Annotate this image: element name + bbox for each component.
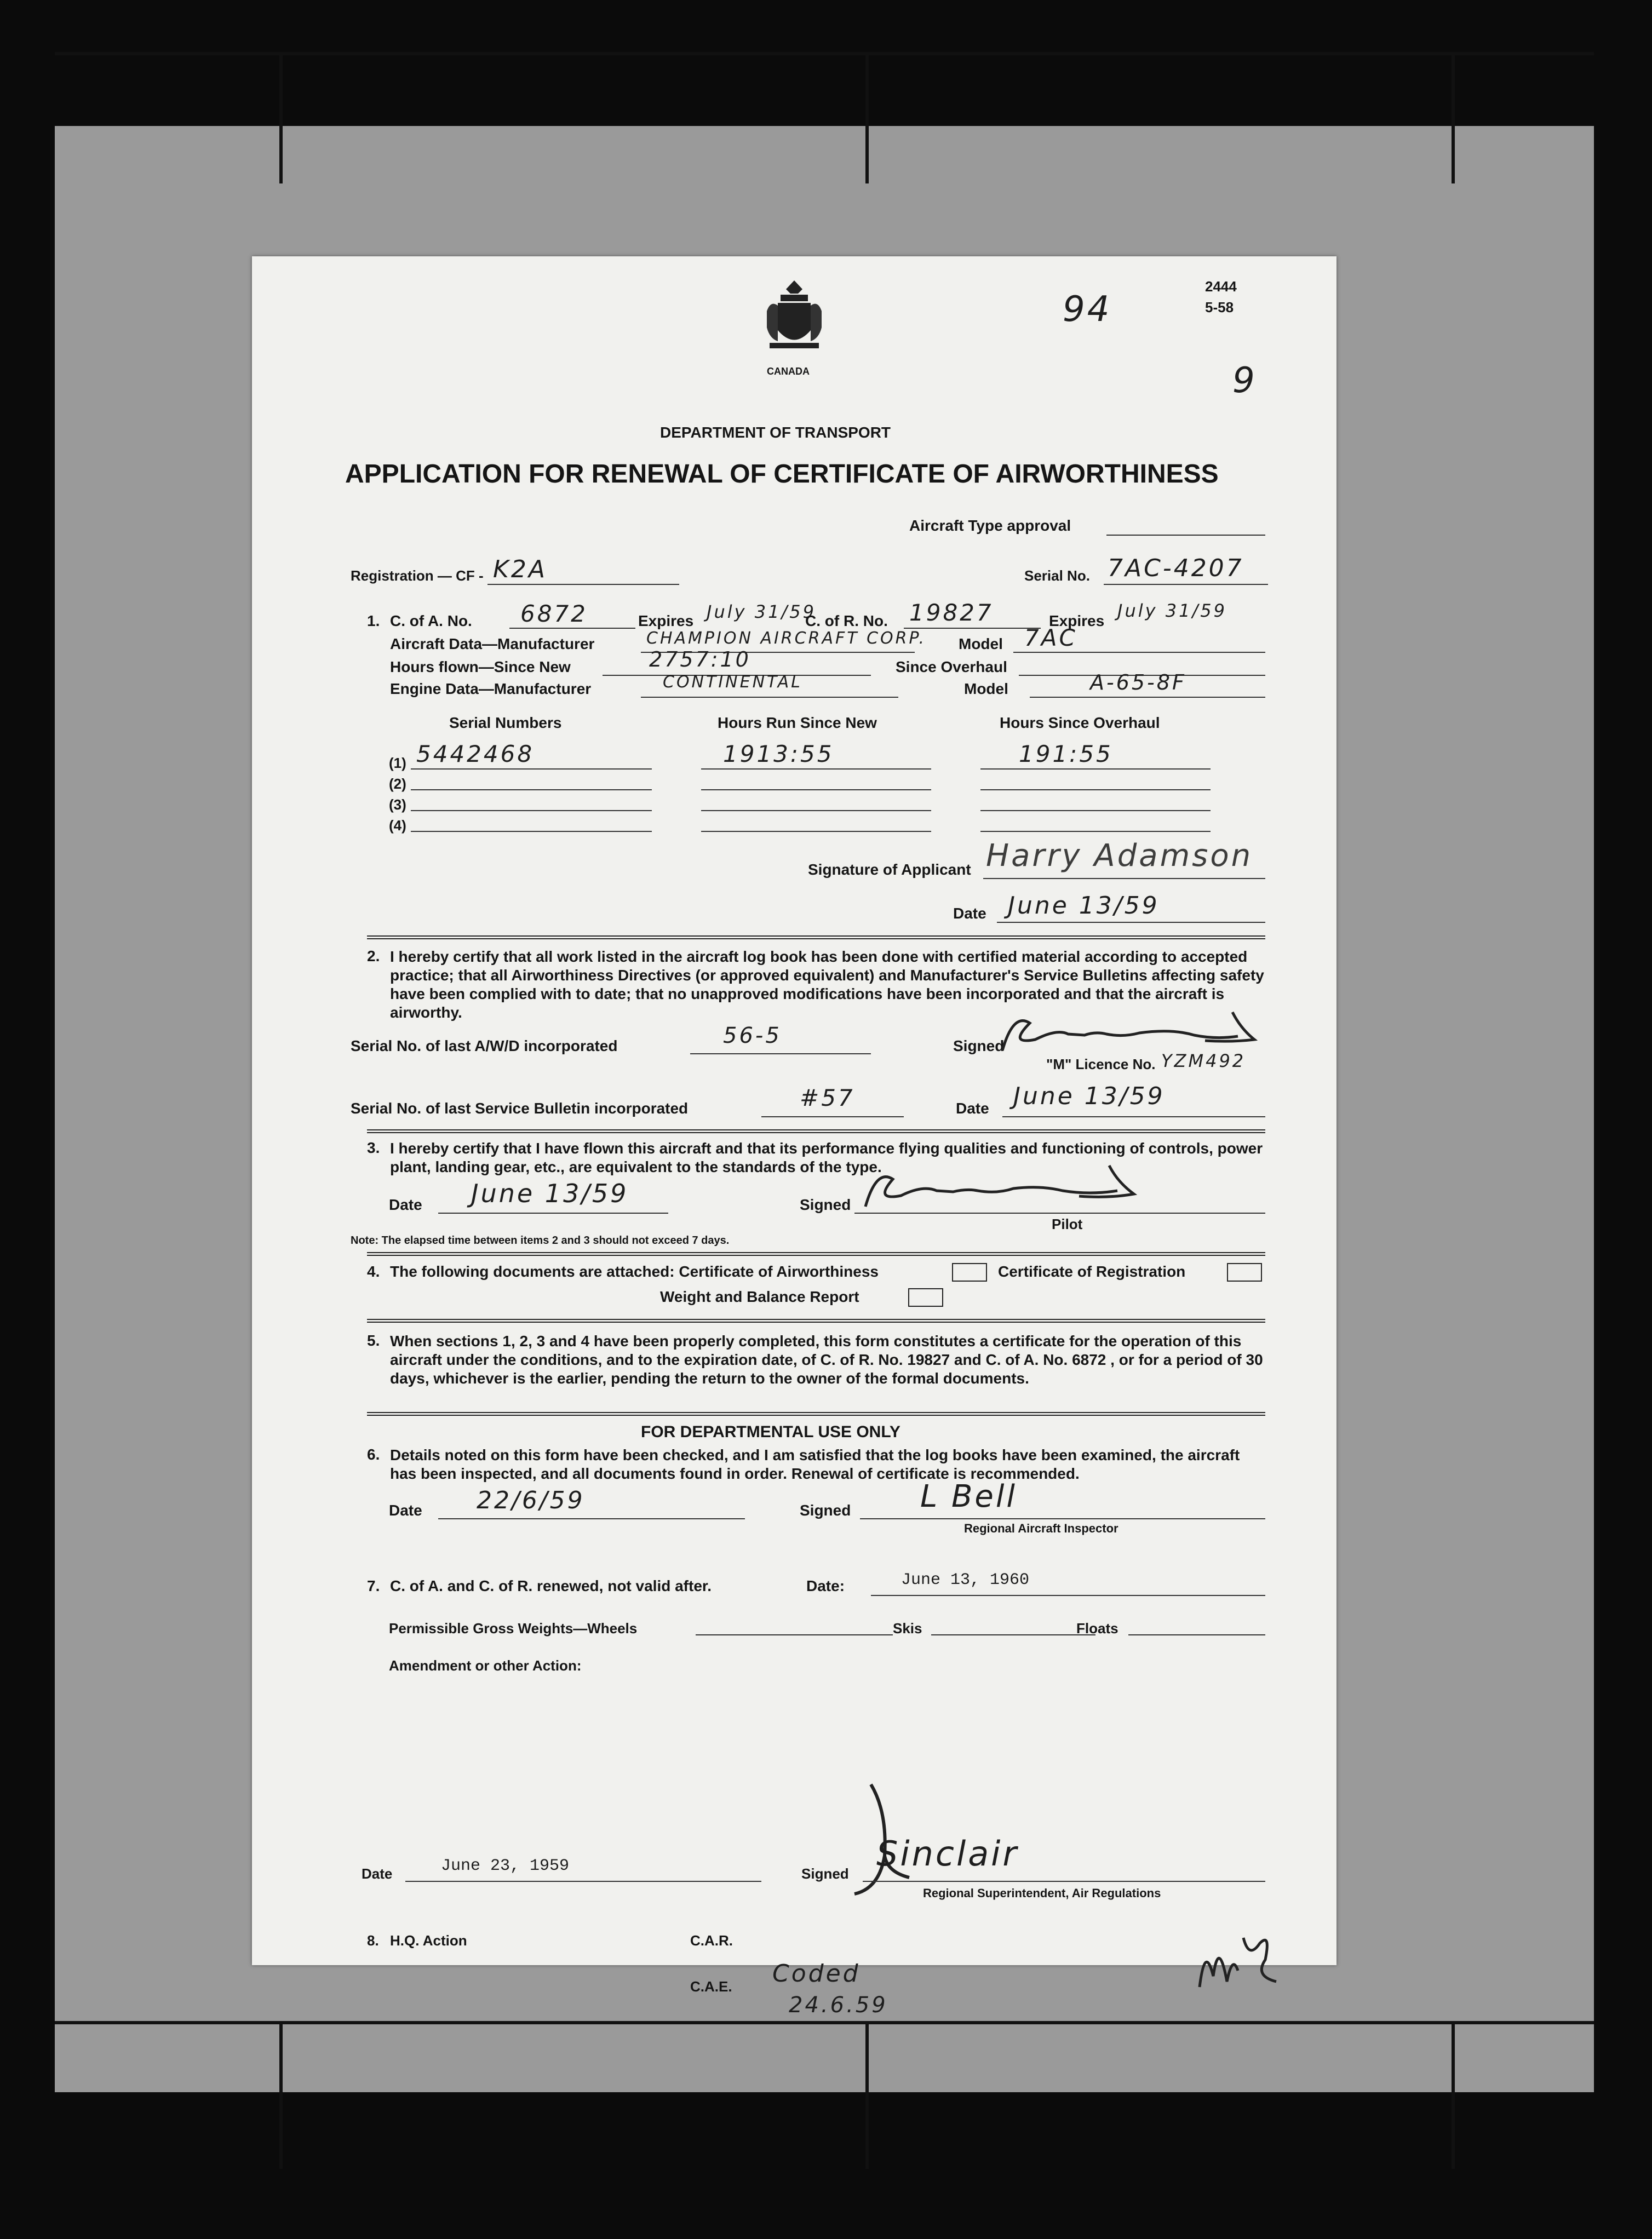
applicant-signature-label: Signature of Applicant	[808, 861, 971, 878]
cae-date: 24.6.59	[789, 1993, 888, 2018]
section7-signed-label: Signed	[801, 1865, 849, 1882]
ca-expires-label: Expires	[638, 612, 694, 629]
section2-signed-label: Signed	[953, 1037, 1005, 1054]
table-line	[701, 768, 931, 770]
form-title: APPLICATION FOR RENEWAL OF CERTIFICATE OF AIRWORTHINESS	[345, 460, 1219, 489]
department-name: DEPARTMENT OF TRANSPORT	[660, 424, 891, 441]
wheels-line	[696, 1634, 893, 1635]
gross-weights-label: Permissible Gross Weights—Wheels	[389, 1620, 638, 1637]
registration-label: Registration — CF -	[351, 567, 484, 584]
cr-expires-label: Expires	[1049, 612, 1105, 629]
row-index: (1)	[389, 755, 406, 771]
section6-date-label: Date	[389, 1502, 422, 1519]
hours-label: Hours flown—Since New	[390, 658, 571, 675]
crest-label: CANADA	[767, 366, 810, 377]
awd-line	[690, 1053, 871, 1054]
grid-line	[279, 52, 283, 183]
model-label: Model	[959, 635, 1003, 652]
col-serial-numbers: Serial Numbers	[449, 714, 562, 731]
canada-crest-icon	[764, 278, 824, 360]
section3-signed-line	[854, 1213, 1265, 1214]
table-line	[411, 789, 652, 790]
row-index: (2)	[389, 776, 406, 792]
superintendent-label: Regional Superintendent, Air Regulations	[923, 1886, 1161, 1900]
section3-date: June 13/59	[471, 1179, 629, 1208]
section5-text: When sections 1, 2, 3 and 4 have been properly completed, this form constitutes a certificate for the operation of this aircraft under the conditions, and to the expiration date, of C. of R. No. 19827 and C. of A. No. 6872 , or for a period of 30 days, whichever is the earlier, pending the return to the owner of the formal documents.	[390, 1333, 1263, 1387]
form-number: 2444	[1205, 278, 1237, 295]
section7-signed-line	[863, 1881, 1265, 1882]
inspector-label: Regional Aircraft Inspector	[964, 1522, 1118, 1535]
section6-date: 22/6/59	[477, 1486, 585, 1514]
table-line	[980, 810, 1211, 811]
ca-value: 6872	[520, 600, 588, 627]
table-line	[411, 810, 652, 811]
cae-coded: Coded	[772, 1960, 861, 1988]
section3-signed-label: Signed	[800, 1196, 851, 1213]
engine-model-value: A-65-8F	[1090, 670, 1186, 694]
stamp-number: 94	[1063, 289, 1112, 330]
manufacturer-label: Aircraft Data—Manufacturer	[390, 635, 595, 652]
section2-date-label: Date	[956, 1100, 989, 1117]
superintendent-signature: Sinclair	[876, 1834, 1019, 1874]
ca-line	[509, 628, 635, 629]
table-line	[411, 831, 652, 832]
cr-value: 19827	[909, 599, 994, 626]
section8-number: 8.	[367, 1932, 379, 1949]
form-revision: 5-58	[1205, 299, 1234, 315]
serial-label: Serial No.	[1024, 567, 1090, 584]
section7-date2-line	[405, 1881, 761, 1882]
section4-text: The following documents are attached: Certificate of Airworthiness	[390, 1263, 879, 1280]
registration-line	[487, 584, 679, 585]
col-hours-since-new: Hours Run Since New	[718, 714, 877, 731]
section6-date-line	[438, 1518, 745, 1519]
section3-note: Note: The elapsed time between items 2 and 3 should not exceed 7 days.	[351, 1235, 730, 1247]
section7-number: 7.	[367, 1577, 380, 1594]
table-line	[980, 789, 1211, 790]
weight-balance-checkbox[interactable]	[908, 1288, 943, 1307]
grid-line	[279, 2021, 283, 2169]
section7-date-line	[871, 1595, 1265, 1596]
col-hours-since-overhaul: Hours Since Overhaul	[1000, 714, 1160, 731]
section1-number: 1.	[367, 612, 380, 629]
pilot-label: Pilot	[1052, 1216, 1083, 1232]
grid-line	[865, 2021, 869, 2169]
awd-value: 56-5	[723, 1023, 782, 1048]
registration-value: K2A	[493, 555, 547, 583]
table-line	[411, 768, 652, 770]
section7-text: C. of A. and C. of R. renewed, not valid after.	[390, 1577, 712, 1594]
pilot-signature-icon	[860, 1155, 1145, 1215]
cr-label: C. of R. No.	[805, 612, 888, 629]
model-value: 7AC	[1024, 624, 1077, 651]
section7-date: June 13, 1960	[901, 1571, 1030, 1589]
row-index: (3)	[389, 796, 406, 813]
grid-line	[55, 52, 1594, 55]
section3-text: I hereby certify that I have flown this aircraft and that its performance flying qualities and functioning of controls, power plant, landing gear, etc., are equivalent to the standards of the type.	[390, 1140, 1263, 1175]
cr-expires-value: July 31/59	[1117, 600, 1227, 621]
engine-hours-new: 1913:55	[723, 740, 834, 767]
section2-number: 2.	[367, 948, 380, 965]
amendment-label: Amendment or other Action:	[389, 1657, 582, 1674]
ca-expires-value: July 31/59	[707, 601, 816, 622]
car-label: C.A.R.	[690, 1932, 733, 1949]
grid-line	[1452, 52, 1455, 183]
section6-text: Details noted on this form have been checked, and I am satisfied that the log books have been examined, the aircraft has been inspected, and all documents found in order. Renewal of certificate is recommended.	[390, 1446, 1240, 1482]
table-line	[980, 831, 1211, 832]
type-approval-label: Aircraft Type approval	[909, 517, 1071, 534]
page-mark: 9	[1232, 360, 1257, 401]
engine-model-label: Model	[964, 680, 1008, 697]
skis-line	[931, 1634, 1095, 1635]
serial-line	[1104, 584, 1268, 585]
initials-mark-icon	[1194, 1921, 1282, 2003]
section3-number: 3.	[367, 1139, 380, 1156]
applicant-signature: Harry Adamson	[986, 838, 1253, 874]
grid-line	[865, 52, 869, 183]
type-approval-line	[1106, 535, 1265, 536]
film-top-band	[0, 0, 1652, 52]
table-line	[701, 789, 931, 790]
engine-value: CONTINENTAL	[663, 673, 802, 692]
serial-value: 7AC-4207	[1108, 554, 1244, 582]
section-divider	[367, 1412, 1265, 1416]
awd-label: Serial No. of last A/W/D incorporated	[351, 1037, 618, 1054]
service-bulletin-label: Serial No. of last Service Bulletin incorporated	[351, 1100, 689, 1117]
hours-value: 2757:10	[649, 647, 751, 671]
inspector-signature: L Bell	[920, 1479, 1017, 1514]
section2-date-line	[1002, 1116, 1265, 1117]
section-divider	[367, 935, 1265, 939]
engine-line	[641, 697, 898, 698]
service-bulletin-value: #57	[800, 1084, 855, 1111]
row-index: (4)	[389, 817, 406, 834]
section3-date-line	[438, 1213, 668, 1214]
grid-line	[1452, 2021, 1455, 2169]
applicant-signature-line	[983, 878, 1265, 879]
skis-label: Skis	[893, 1620, 922, 1637]
floats-line	[1128, 1634, 1265, 1635]
section6-signed-line	[860, 1518, 1265, 1519]
grid-line	[55, 2021, 1594, 2024]
section4-number: 4.	[367, 1263, 380, 1280]
section7-date-label: Date:	[806, 1577, 845, 1594]
licence-value: YZM492	[1161, 1050, 1246, 1071]
section7-date2-label: Date	[362, 1865, 393, 1882]
registration-attached-checkbox[interactable]	[1227, 1263, 1262, 1282]
table-line	[701, 810, 931, 811]
cae-label: C.A.E.	[690, 1978, 732, 1995]
table-line	[701, 831, 931, 832]
service-bulletin-line	[761, 1116, 904, 1117]
section-divider	[367, 1252, 1265, 1256]
applicant-date-line	[997, 922, 1265, 923]
section6-signed-label: Signed	[800, 1502, 851, 1519]
hq-action-label: H.Q. Action	[390, 1932, 467, 1949]
licence-label: "M" Licence No.	[1046, 1056, 1156, 1072]
application-form	[252, 256, 1336, 2018]
section7-date2: June 23, 1959	[441, 1857, 570, 1875]
manufacturer-value: CHAMPION AIRCRAFT CORP.	[646, 629, 926, 648]
engine-label: Engine Data—Manufacturer	[390, 680, 592, 697]
floats-label: Floats	[1076, 1620, 1118, 1637]
departmental-use-heading: FOR DEPARTMENTAL USE ONLY	[641, 1423, 900, 1441]
section-divider	[367, 1319, 1265, 1323]
engine-hours-overhaul: 191:55	[1019, 740, 1113, 767]
film-bottom-band	[0, 2169, 1652, 2239]
model-line	[1013, 652, 1265, 653]
section6-number: 6.	[367, 1446, 380, 1463]
weight-balance-label: Weight and Balance Report	[660, 1288, 859, 1305]
ca-label: C. of A. No.	[390, 612, 472, 629]
applicant-date-label: Date	[953, 905, 986, 922]
applicant-date: June 13/59	[1008, 892, 1160, 920]
section5-number: 5.	[367, 1332, 380, 1349]
table-line	[980, 768, 1211, 770]
engine-serial: 5442468	[416, 740, 535, 767]
section2-text: I hereby certify that all work listed in the aircraft log book has been done with certified material according to accepted practice; that all Airworthiness Directives (or approved equivalent) and Manufacturer's Service Bulletins affecting safety have been complied with to date; that no unapproved modifications have been incorporated and that the aircraft is airworthy.	[390, 948, 1264, 1021]
ca-attached-checkbox[interactable]	[952, 1263, 987, 1282]
section2-date: June 13/59	[1013, 1082, 1165, 1110]
section3-date-label: Date	[389, 1196, 422, 1213]
engine-model-line	[1030, 697, 1265, 698]
section-divider	[367, 1129, 1265, 1133]
registration-attached-label: Certificate of Registration	[998, 1263, 1186, 1280]
since-overhaul-label: Since Overhaul	[896, 658, 1007, 675]
